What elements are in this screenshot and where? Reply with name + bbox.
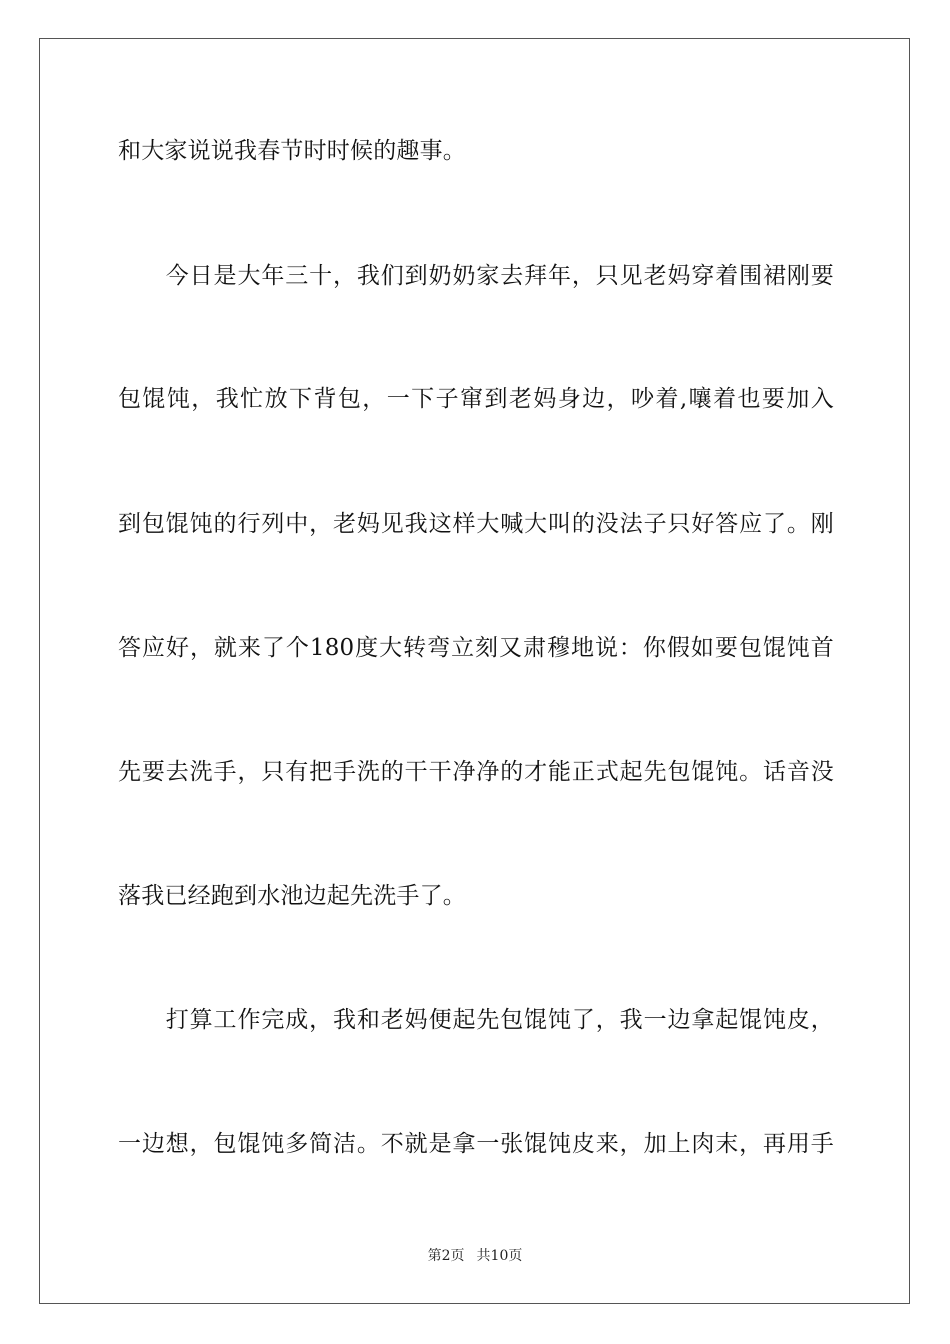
text-line-5: 答应好，就来了个180度大转弯立刻又肃穆地说：你假如要包馄饨首 [118,635,834,661]
text-line-8: 打算工作完成，我和老妈便起先包馄饨了，我一边拿起馄饨皮， [118,1007,834,1033]
text-line-1: 和大家说说我春节时时候的趣事。 [118,138,466,164]
text-line-2: 今日是大年三十，我们到奶奶家去拜年，只见老妈穿着围裙刚要 [118,263,834,289]
text-line-6: 先要去洗手，只有把手洗的干干净净的才能正式起先包馄饨。话音没 [118,759,834,785]
text-line-7: 落我已经跑到水池边起先洗手了。 [118,883,466,909]
page-border [39,38,910,1304]
page-number: 第2页 [427,1248,465,1264]
page-footer [0,1246,950,1266]
text-line-4: 到包馄饨的行列中，老妈见我这样大喊大叫的没法子只好答应了。刚 [118,511,834,537]
text-line-3: 包馄饨，我忙放下背包，一下子窜到老妈身边，吵着,嚷着也要加入 [118,386,834,412]
total-pages: 共10页 [476,1248,523,1264]
text-line-9: 一边想，包馄饨多简洁。不就是拿一张馄饨皮来，加上肉末，再用手 [118,1131,834,1157]
